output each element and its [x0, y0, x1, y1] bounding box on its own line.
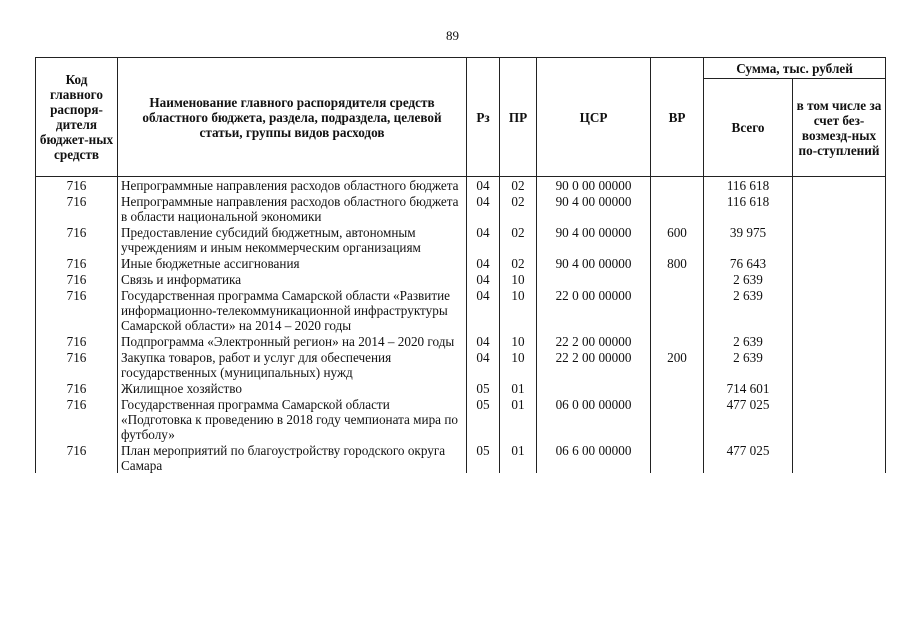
cell-name: Жилищное хозяйство — [118, 380, 467, 396]
cell-vr — [651, 271, 704, 287]
cell-rz: 04 — [467, 287, 500, 333]
cell-code: 716 — [36, 177, 118, 194]
cell-csr: 22 0 00 00000 — [537, 287, 651, 333]
cell-vr — [651, 193, 704, 224]
cell-including — [793, 349, 886, 380]
cell-including — [793, 442, 886, 473]
cell-total: 76 643 — [704, 255, 793, 271]
cell-code: 716 — [36, 380, 118, 396]
cell-pr: 10 — [500, 287, 537, 333]
cell-vr — [651, 442, 704, 473]
cell-vr: 200 — [651, 349, 704, 380]
cell-csr: 90 4 00 00000 — [537, 224, 651, 255]
cell-csr: 90 4 00 00000 — [537, 193, 651, 224]
cell-name: Непрограммные направления расходов областного бюджета — [118, 177, 467, 194]
table-body — [36, 177, 886, 474]
cell-pr: 02 — [500, 255, 537, 271]
cell-name: Государственная программа Самарской области «Подготовка к проведению в 2018 году чемпионата мира по футболу» — [118, 396, 467, 442]
page-number: 89 — [446, 28, 459, 43]
cell-including — [793, 193, 886, 224]
cell-rz: 04 — [467, 349, 500, 380]
cell-total: 39 975 — [704, 224, 793, 255]
cell-name: Непрограммные направления расходов областного бюджета в области национальной экономики — [118, 193, 467, 224]
cell-csr: 22 2 00 00000 — [537, 333, 651, 349]
cell-vr: 800 — [651, 255, 704, 271]
table-row — [36, 287, 886, 333]
header-name: Наименование главного распорядителя средств областного бюджета, раздела, подраздела, целевой статьи, группы видов расходов — [118, 58, 467, 177]
cell-name: Государственная программа Самарской области «Развитие информационно-телекоммуникационной инфраструктуры Самарской области» на 2014 – 2020 годы — [118, 287, 467, 333]
cell-csr — [537, 380, 651, 396]
header-total: Всего — [704, 79, 793, 177]
cell-total: 477 025 — [704, 442, 793, 473]
cell-pr: 10 — [500, 349, 537, 380]
cell-code: 716 — [36, 442, 118, 473]
cell-code: 716 — [36, 396, 118, 442]
cell-vr — [651, 396, 704, 442]
header-vr: ВР — [651, 58, 704, 177]
cell-including — [793, 287, 886, 333]
header-sum-group: Сумма, тыс. рублей — [704, 58, 886, 79]
cell-vr — [651, 333, 704, 349]
budget-table — [35, 57, 886, 473]
header-csr: ЦСР — [537, 58, 651, 177]
header-pr: ПР — [500, 58, 537, 177]
table-row — [36, 271, 886, 287]
cell-pr: 10 — [500, 333, 537, 349]
cell-rz: 04 — [467, 177, 500, 194]
cell-vr — [651, 287, 704, 333]
cell-pr: 02 — [500, 177, 537, 194]
cell-total: 2 639 — [704, 287, 793, 333]
cell-total: 714 601 — [704, 380, 793, 396]
cell-rz: 04 — [467, 271, 500, 287]
cell-vr — [651, 380, 704, 396]
cell-total: 477 025 — [704, 396, 793, 442]
cell-pr: 02 — [500, 193, 537, 224]
header-code: Код главного распоря-дителя бюджет-ных средств — [36, 58, 118, 177]
cell-code: 716 — [36, 287, 118, 333]
cell-total: 2 639 — [704, 271, 793, 287]
table-row — [36, 396, 886, 442]
table-row — [36, 349, 886, 380]
cell-including — [793, 380, 886, 396]
cell-vr — [651, 177, 704, 194]
header-including: в том числе за счет без-возмезд-ных по-ступлений — [793, 79, 886, 177]
cell-including — [793, 396, 886, 442]
cell-pr: 01 — [500, 442, 537, 473]
cell-csr: 90 4 00 00000 — [537, 255, 651, 271]
cell-rz: 04 — [467, 224, 500, 255]
cell-total: 2 639 — [704, 349, 793, 380]
header-rz: Рз — [467, 58, 500, 177]
table-row — [36, 333, 886, 349]
cell-total: 2 639 — [704, 333, 793, 349]
table-row — [36, 255, 886, 271]
table-row — [36, 193, 886, 224]
table-row — [36, 224, 886, 255]
cell-including — [793, 333, 886, 349]
cell-pr: 01 — [500, 396, 537, 442]
cell-total: 116 618 — [704, 193, 793, 224]
cell-csr: 22 2 00 00000 — [537, 349, 651, 380]
cell-rz: 04 — [467, 193, 500, 224]
cell-code: 716 — [36, 333, 118, 349]
cell-vr: 600 — [651, 224, 704, 255]
cell-code: 716 — [36, 193, 118, 224]
cell-pr: 01 — [500, 380, 537, 396]
cell-code: 716 — [36, 255, 118, 271]
cell-csr: 90 0 00 00000 — [537, 177, 651, 194]
cell-rz: 04 — [467, 255, 500, 271]
table-row — [36, 177, 886, 194]
cell-csr: 06 0 00 00000 — [537, 396, 651, 442]
cell-rz: 05 — [467, 380, 500, 396]
cell-name: Связь и информатика — [118, 271, 467, 287]
cell-including — [793, 255, 886, 271]
cell-name: Закупка товаров, работ и услуг для обеспечения государственных (муниципальных) нужд — [118, 349, 467, 380]
cell-code: 716 — [36, 271, 118, 287]
cell-rz: 05 — [467, 396, 500, 442]
cell-total: 116 618 — [704, 177, 793, 194]
cell-name: План мероприятий по благоустройству городского округа Самара — [118, 442, 467, 473]
cell-including — [793, 224, 886, 255]
cell-code: 716 — [36, 224, 118, 255]
cell-including — [793, 271, 886, 287]
cell-name: Предоставление субсидий бюджетным, автономным учреждениям и иным некоммерческим организациям — [118, 224, 467, 255]
cell-csr — [537, 271, 651, 287]
cell-code: 716 — [36, 349, 118, 380]
table-row — [36, 380, 886, 396]
cell-including — [793, 177, 886, 194]
cell-name: Иные бюджетные ассигнования — [118, 255, 467, 271]
cell-csr: 06 6 00 00000 — [537, 442, 651, 473]
table-row — [36, 442, 886, 473]
cell-pr: 02 — [500, 224, 537, 255]
cell-rz: 05 — [467, 442, 500, 473]
cell-name: Подпрограмма «Электронный регион» на 2014 – 2020 годы — [118, 333, 467, 349]
cell-pr: 10 — [500, 271, 537, 287]
cell-rz: 04 — [467, 333, 500, 349]
